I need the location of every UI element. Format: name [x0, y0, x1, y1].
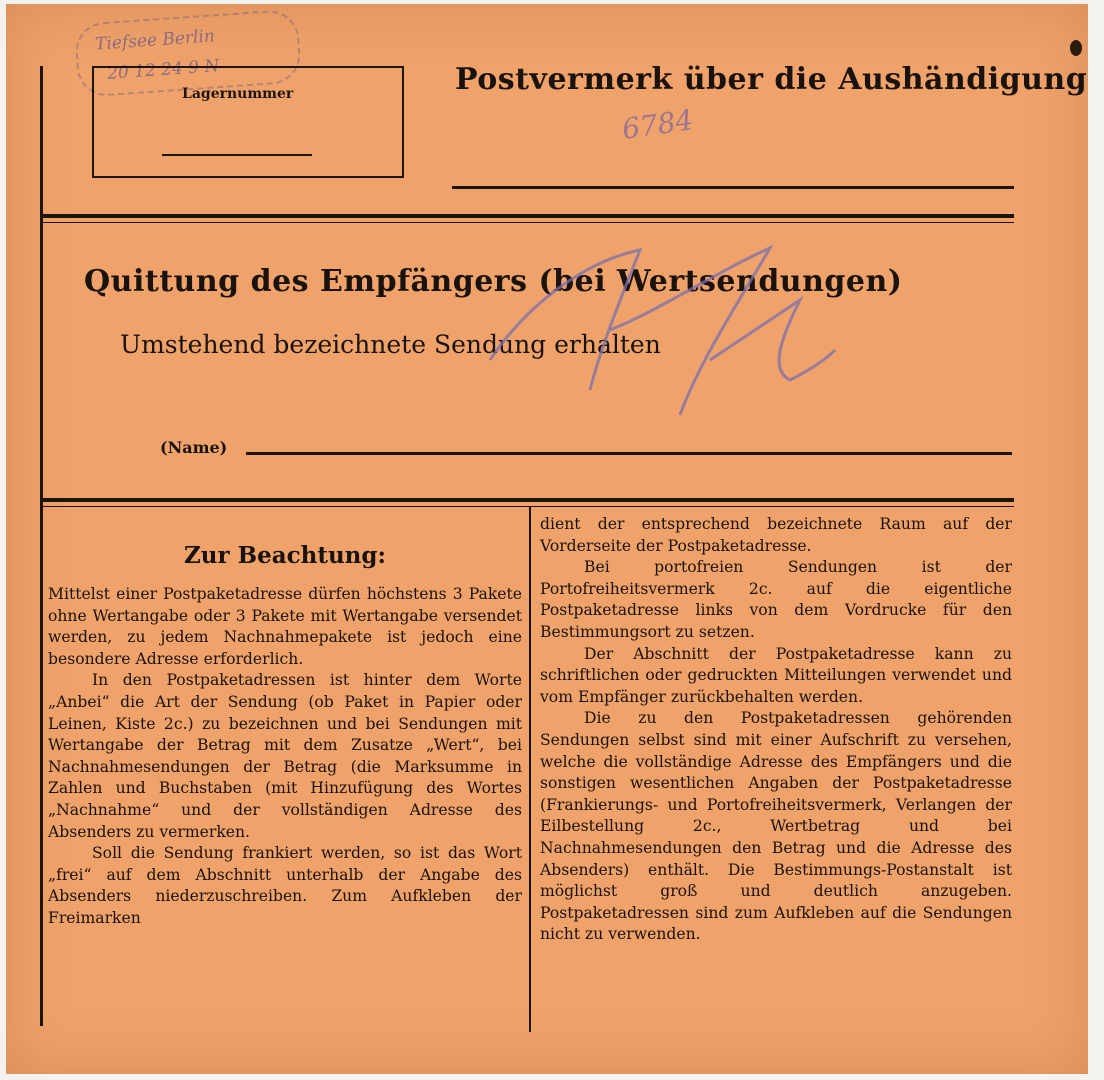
handwritten-signature — [470, 240, 850, 420]
column-divider — [529, 506, 531, 1032]
receipt-subtitle: Umstehend bezeichnete Sendung erhalten — [120, 330, 661, 359]
lager-number-box — [92, 66, 404, 178]
notes-heading: Zur Beachtung: — [184, 542, 386, 569]
lager-label: Lagernummer — [182, 86, 294, 102]
name-line — [246, 452, 1012, 455]
notes-right-column — [540, 514, 1012, 946]
delivery-note-title: Postvermerk über die Aushändigung — [455, 62, 1088, 97]
middle-divider-thin — [40, 506, 1014, 507]
notes-right-paragraph: dient der entsprechend bezeichnete Raum auf der Vorderseite der Postpaketadresse. — [540, 515, 1012, 555]
stamp-line-1: Tiefsee Berlin — [94, 26, 216, 55]
notes-left-paragraph: In den Postpaketadressen ist hinter dem Worte „Anbei“ die Art der Sendung (ob Paket in Papier oder Leinen, Kiste 2c.) zu bezeichnen und bei Sendungen mit Wertangabe der Betrag mit dem Zusatze „Wert“, bei Nachnahmesendungen der Betrag (die Marksumme in Zahlen und Buchstaben (mit Hinzufügung des Wortes „Nachnahme“ und der vollständigen Adresse des Absenders zu vermerken. — [48, 671, 522, 841]
receipt-title: Quittung des Empfängers (bei Wertsendungen) — [84, 264, 903, 299]
name-label: (Name) — [160, 438, 228, 457]
left-border — [40, 66, 43, 1026]
middle-divider — [40, 498, 1014, 502]
notes-left-column — [48, 584, 522, 930]
top-divider — [40, 214, 1014, 218]
handwritten-number: 6784 — [620, 103, 696, 146]
notes-right-paragraph: Der Abschnitt der Postpaketadresse kann zu schriftlichen oder gedruckten Mitteilungen verwendet und vom Empfänger zurückbehalten werden. — [540, 644, 1012, 706]
notes-left-paragraph: Mittelst einer Postpaketadresse dürfen höchstens 3 Pakete ohne Wertangabe oder 3 Pakete mit Wertangabe versendet werden, zu jedem Nachnahmepakete ist jedoch eine besondere Adresse erforderlich. — [48, 585, 522, 668]
notes-right-paragraph: Bei portofreien Sendungen ist der Portofreiheitsvermerk 2c. auf die eigentliche Postpaketadresse links von dem Vordrucke für den Bestimmungsort zu setzen. — [540, 558, 1012, 641]
lager-line — [162, 154, 312, 156]
notes-left-paragraph: Soll die Sendung frankiert werden, so ist das Wort „frei“ auf dem Abschnitt unterhalb der Angabe des Absenders niederzuschreiben. Zum Aufkleben der Freimarken — [48, 844, 522, 927]
punch-hole — [1070, 40, 1082, 56]
header-underline — [452, 186, 1014, 189]
stamp-line-2: 20 12 24 9 N — [106, 56, 220, 84]
notes-right-paragraph: Die zu den Postpaketadressen gehörenden Sendungen selbst sind mit einer Aufschrift zu versehen, welche die vollständige Adresse des Empfängers und die sonstigen wesentlichen Angaben der Postpaketadresse (Frankierungs- und Portofreiheitsvermerk, Verlangen der Eilbestellung 2c., Wertbetrag und bei Nachnahmesendungen den Betrag und die Adresse des Absenders) enthält. Die Bestimmungs-Postanstalt ist möglichst groß und deutlich anzugeben. Postpaketadressen sind zum Aufkleben auf die Sendungen nicht zu verwenden. — [540, 709, 1012, 944]
top-divider-thin — [40, 222, 1014, 223]
